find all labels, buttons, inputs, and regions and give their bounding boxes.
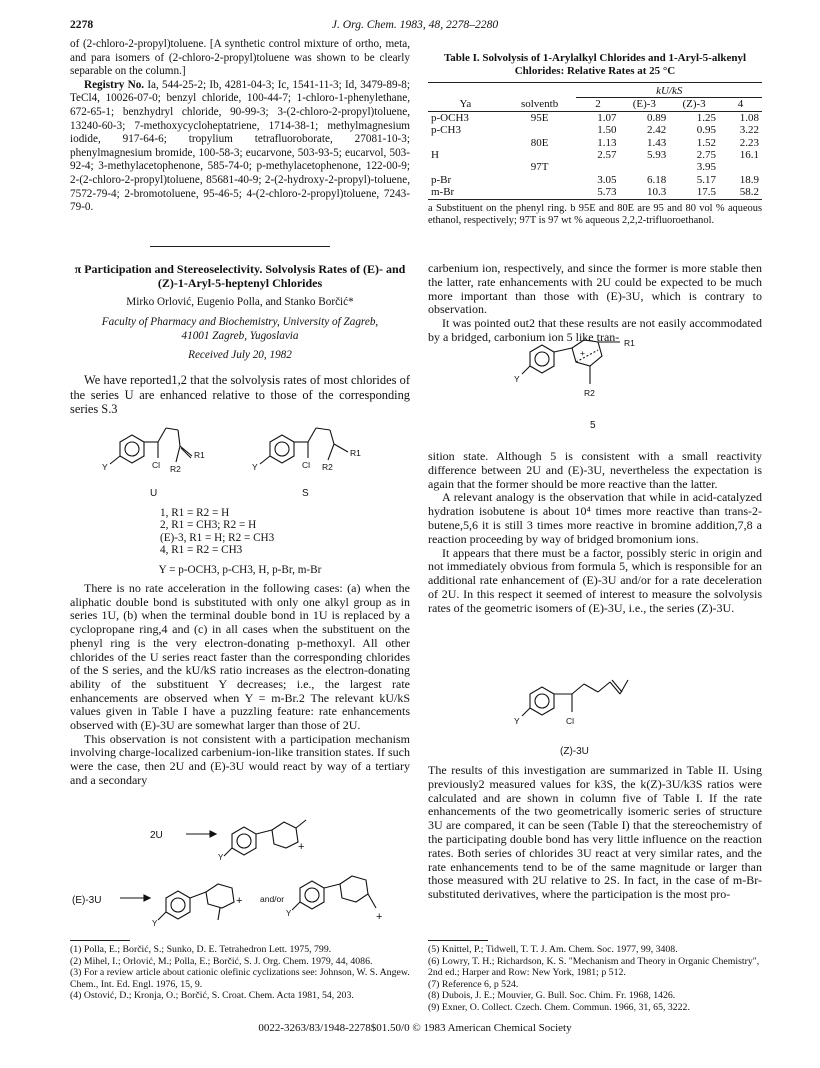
cell-value: 5.73 — [597, 186, 617, 199]
cell-value — [619, 161, 669, 173]
cell-value: 0.95 — [696, 124, 716, 137]
paragraph: The results of this investigation are summarized in Table II. Using previously2 measured values for k3S, the k(Z)-3U/k3S ratios were calculated and are shown in column five of Table I. If the rate enhancements of the two geometrically isomeric series of structure 3U are compared, it can be seen (Table I) that the stereochemistry of the participating double bond has very little influence on the reaction rates. Both series of chlorides 3U react at very similar rates, and the rate enhancements tend to be of the same magnitude or larger than those measured with 2U relative to 2S. In fact, in the case of m-Br-substituted derivatives, where the participation is the most pro- — [428, 763, 762, 902]
cell-value: 1.08 — [739, 111, 759, 124]
column-header: (E)-3 — [632, 98, 656, 111]
cell-value: 3.05 — [597, 173, 617, 186]
cell-value: 2.42 — [646, 124, 667, 137]
journal-citation: J. Org. Chem. 1983, 48, 2278–2280 — [331, 18, 499, 31]
cell-value: 5.17 — [696, 173, 716, 186]
right-body-middle — [428, 450, 762, 616]
article-affiliation: Faculty of Pharmacy and Biochemistry, University of Zagreb, 41001 Zagreb, Yugoslavia — [101, 316, 379, 342]
cell-y: H — [431, 149, 439, 162]
cell-value: 16.1 — [739, 149, 759, 162]
cell-value: 17.5 — [696, 186, 716, 199]
compound-item: 1, R1 = R2 = H — [160, 507, 230, 519]
r2-label: R2 — [322, 462, 333, 472]
cell-value: 1.43 — [646, 136, 667, 149]
compound-item: 4, R1 = R2 = CH3 — [160, 544, 243, 557]
compound-list — [160, 507, 320, 557]
table-caption: Table I. Solvolysis of 1-Arylalkyl Chlorides and 1-Aryl-5-alkenyl Chlorides: Relative Rates at 25 °C — [443, 52, 747, 77]
page-number: 2278 — [70, 18, 94, 31]
structure-5-diagram — [510, 332, 680, 432]
and-or-label: and/or — [260, 894, 285, 904]
cell-y: p-Br — [431, 173, 452, 186]
r1-label: R1 — [350, 448, 361, 458]
table-group-header: kU/kS — [576, 85, 762, 98]
column-header: 4 — [737, 98, 744, 111]
paragraph: There is no rate acceleration in the following cases: (a) when the aliphatic double bond is substituted with only one alkyl group as in series 1U, (b) when the terminal double bond in 1U is replaced by a cyclopropane ring,4 and (c) in all cases when the substituent on the phenyl ring is the very electron-donating p-methoxyl. All other chlorides of the U series react faster than the corresponding chlorides of the S series, and the kU/kS ratio increases as the electron-donating ability of the substituent Y decreases; i.e., the largest rate enhancements are observed when Y = m-Br.2 The relevant kU/kS values given in Table I have a puzzling feature: rate enhancements observed with (E)-3U are somewhat larger than those of 2U. — [70, 581, 410, 733]
cell-value: 1.52 — [696, 136, 716, 149]
cell-y: p-CH3 — [431, 124, 461, 137]
footnote: (5) Knittel, P.; Tidwell, T. T. J. Am. Chem. Soc. 1977, 99, 3408. — [428, 944, 678, 955]
compound-item: 2, R1 = CH3; R2 = H — [160, 519, 257, 532]
y-label: Y — [514, 716, 520, 726]
y-label: Y — [514, 374, 520, 384]
series-u-label: U — [150, 488, 158, 499]
cell-value — [719, 161, 762, 173]
table-footnote: a Substituent on the phenyl ring. b 95E and 80E are 95 and 80 vol % aqueous ethanol, respectively; 97T is 97 wt % aqueous 2,2,2-trifluoroethanol. — [428, 202, 762, 227]
paragraph: A relevant analogy is the observation that while in acid-catalyzed hydration isobutene is about 10⁴ times more reactive than trans-2-butene,5,6 it is still 3 times more reactive in bromine addition,7,8 a reaction proceeding by way of bridged bromonium ions. — [428, 490, 762, 546]
cell-value: 6.18 — [646, 173, 667, 186]
column-header: (Z)-3 — [682, 98, 706, 111]
cell-value: 1.50 — [597, 124, 617, 137]
structure-5-label: 5 — [590, 420, 596, 431]
r1-label: R1 — [624, 338, 635, 348]
column-header: solventb — [520, 98, 559, 111]
paragraph: This observation is not consistent with a participation mechanism involving charge-localized carbenium-ion-like transition states. If such were the case, then 2U and (E)-3U would react by way of a tertiary and a secondary — [70, 731, 411, 787]
table-body — [428, 85, 762, 200]
structure-u-s-diagram — [100, 420, 390, 500]
article-title: π Participation and Stereoselectivity. Solvolysis Rates of (E)- and (Z)-1-Aryl-5-heptenyl Chlorides — [74, 262, 406, 290]
table-row — [428, 161, 762, 173]
registry-text: Ia, 544-25-2; Ib, 4281-04-3; Ic, 1541-11-3; Id, 3479-89-8; TeCl4, 10026-07-0; benzyl chloride, 100-44-7; 1-chloro-1-phenylethane, 672-65-1; benzhydryl chloride, 90-99-3; 3-(2-chloro-2-propyl)toluene, 13240-60-3; 7-methoxycycloheptatriene, 1714-38-1; methylmagnesium iodide, 917-64-6; tropylium tetrafluoroborate, 27081-10-3; phenylmagnesium bromide, 100-58-3; eucarvone, 503-93-5; eucarvol, 503-92-4; 3-methylacetophenone, 585-74-0; p-methylacetophenone, 122-00-9; 2-(2-chloro-2-propyl)toluene, 85681-40-9; 2-(2-hydroxy-2-propyl)-toluene, 7572-79-4; 2-bromotoluene, 95-46-5; 4-(2-chloro-2-propyl)toluene, 7243-79-0. — [70, 78, 411, 214]
right-body-bottom — [428, 764, 762, 902]
left-top-text — [70, 38, 410, 215]
footnotes-left — [70, 944, 410, 1002]
svg-text:+: + — [298, 841, 305, 853]
cell-solvent: 80E — [530, 136, 549, 149]
cell-value: 10.3 — [646, 186, 667, 199]
scheme-label-e3u: (E)-3U — [72, 895, 102, 906]
paragraph: sition state. Although 5 is consistent with a small reactivity difference between 2U and (E)-3U, nevertheless the expectation is again that the former should be more reactive than the latter. — [428, 449, 762, 491]
paragraph: of (2-chloro-2-propyl)toluene. [A synthetic control mixture of ortho, meta, and para isomers of (2-chloro-2-propyl)toluene was shown to be clearly separable on the column.] — [70, 38, 410, 78]
table-row — [428, 137, 762, 149]
footnote: (2) Mihel, I.; Orlović, M.; Polla, E.; Borčić, S. J. Org. Chem. 1979, 44, 4086. — [70, 955, 373, 967]
cell-value: 5.93 — [646, 149, 667, 162]
cell-solvent — [503, 124, 577, 136]
table-row — [428, 174, 762, 186]
cell-solvent: 97T — [530, 161, 549, 174]
cell-y: p-OCH3 — [431, 111, 469, 124]
chlorine-label: Cl — [152, 460, 161, 470]
footnote: (9) Exner, O. Collect. Czech. Chem. Commun. 1966, 31, 65, 3222. — [428, 1001, 690, 1013]
y-label: Y — [286, 909, 292, 918]
cell-value: 1.07 — [597, 111, 617, 124]
chlorine-label: Cl — [566, 716, 575, 726]
cell-value: 58.2 — [739, 186, 759, 199]
footnote: (4) Ostović, D.; Kronja, O.; Borčić, S. Croat. Chem. Acta 1981, 54, 203. — [70, 990, 354, 1002]
footnote: (6) Lowry, T. H.; Richardson, K. S. "Mechanism and Theory in Organic Chemistry", 2nd ed.; Harper and Row: New York, 1981; p 512. — [428, 955, 760, 979]
cell-value: 3.22 — [739, 124, 759, 137]
registry-paragraph — [70, 79, 410, 215]
footnote-divider — [428, 940, 488, 941]
compound-item: (E)-3, R1 = H; R2 = CH3 — [160, 531, 275, 544]
footnote: (7) Reference 6, p 524. — [428, 978, 519, 990]
column-header: 2 — [595, 98, 601, 111]
cell-value: 1.25 — [696, 111, 716, 124]
cell-y: m-Br — [431, 186, 455, 199]
chlorine-label: Cl — [302, 460, 311, 470]
footnote: (8) Dubois, J. E.; Mouvier, G. Bull. Soc. Chim. Fr. 1968, 1426. — [428, 990, 676, 1002]
series-s-label: S — [302, 488, 309, 499]
table-row — [428, 186, 762, 199]
cell-value: 2.57 — [597, 149, 617, 162]
paragraph: It was pointed out2 that these results are not easily accommodated by a bridged, carbonium ion 5 like tran- — [428, 316, 762, 344]
left-body-text — [70, 582, 410, 788]
r2-label: R2 — [584, 388, 595, 398]
cell-solvent: 95E — [530, 111, 549, 124]
svg-text:+: + — [236, 895, 243, 907]
registry-label: Registry No. — [84, 78, 145, 91]
y-label: Y — [152, 919, 158, 928]
structure-z3u-label: (Z)-3U — [560, 746, 589, 757]
svg-text:+: + — [580, 348, 585, 358]
cell-y — [428, 161, 503, 173]
cell-value: 0.89 — [646, 111, 667, 124]
paragraph: carbenium ion, respectively, and since the former is more stable then the latter, rate enhancements with 2U could be expected to be much more important than those with (E)-3U, which is contrary to observation. — [428, 261, 762, 317]
footnotes-right — [428, 944, 762, 1014]
intro-paragraph — [70, 373, 410, 417]
carbenium-scheme-diagram — [70, 808, 410, 932]
r1-label: R1 — [194, 450, 205, 460]
page-footer: 0022-3263/83/1948-2278$01.50/0 © 1983 American Chemical Society — [258, 1022, 572, 1034]
footnote-divider — [70, 940, 130, 941]
y-label: Y — [102, 462, 108, 472]
scheme-label-2u: 2U — [150, 830, 163, 841]
table-row — [428, 111, 762, 124]
cell-value: 18.9 — [739, 173, 759, 186]
section-divider — [150, 246, 330, 247]
cell-value: 1.13 — [597, 136, 617, 149]
cell-value: 2.23 — [739, 136, 759, 149]
footnote: (1) Polla, E.; Borčić, S.; Sunko, D. E. Tetrahedron Lett. 1975, 799. — [70, 944, 332, 955]
table-row — [428, 124, 762, 136]
cell-value: 2.75 — [696, 149, 716, 162]
svg-text:+: + — [376, 911, 383, 923]
paragraph: We have reported1,2 that the solvolysis rates of most chlorides of the series U are enhanced relative to those of the corresponding series S.3 — [70, 373, 410, 417]
article-authors: Mirko Orlović, Eugenio Polla, and Stanko Borčić* — [126, 296, 354, 308]
cell-y — [428, 137, 503, 149]
paragraph: It appears that there must be a factor, possibly steric in origin and not immediately obvious from formula 5, which is responsible for an additional rate enhancement of (E)-3U and/or for a rate deceleration of 2U. In this respect it seemed of interest to measure the solvolysis rates of the geometric isomers of (E)-3U, i.e., the series (Z)-3U. — [428, 545, 762, 615]
cell-solvent — [503, 174, 577, 186]
table-row — [428, 149, 762, 161]
cell-solvent — [503, 186, 577, 199]
cell-value — [576, 161, 619, 173]
cell-solvent — [503, 149, 577, 161]
y-definition: Y = p-OCH3, p-CH3, H, p-Br, m-Br — [158, 564, 322, 576]
structure-z3u-diagram — [510, 672, 690, 762]
r2-label: R2 — [170, 464, 181, 474]
cell-value: 3.95 — [696, 161, 716, 174]
footnote: (3) For a review article about cationic olefinic cyclizations see: Johnson, W. S. Angew. Chem., Int. Ed. Engl. 1976, 15, 9. — [70, 967, 410, 990]
column-header: Ya — [459, 98, 472, 111]
table-1 — [428, 52, 762, 227]
received-date: Received July 20, 1982 — [188, 349, 292, 361]
y-label: Y — [252, 462, 258, 472]
y-label: Y — [218, 853, 224, 862]
